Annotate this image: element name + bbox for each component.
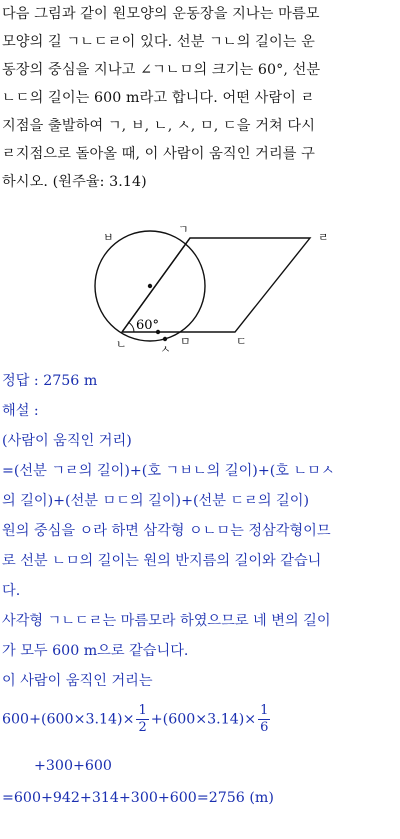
equation-line [2, 703, 272, 736]
fraction-one-sixth [258, 703, 270, 736]
angle-label: 60° [136, 318, 160, 333]
question-line: 하시오. (원주율: 3.14) [2, 174, 147, 190]
fraction-numerator: 1 [138, 703, 147, 718]
question-line: 지점을 출발하여 ㄱ, ㅂ, ㄴ, ㅅ, ㅁ, ㄷ을 거쳐 다시 [2, 118, 316, 134]
fraction-one-half [136, 703, 148, 736]
label-g: ㄱ [178, 223, 189, 236]
explanation-line: (사람이 움직인 거리) [2, 433, 132, 449]
label-n: ㄴ [116, 338, 127, 351]
fraction-denominator: 2 [138, 720, 147, 735]
explanation-line: 의 길이)+(선분 ㅁㄷ의 길이)+(선분 ㄷㄹ의 길이) [2, 493, 309, 509]
explanation-line: 다. [2, 583, 21, 599]
explanation-line: 이 사람이 움직인 거리는 [2, 673, 153, 689]
question-line: 다음 그림과 같이 원모양의 운동장을 지나는 마름모 [2, 6, 320, 22]
equation-part: 600+(600×3.14)× [2, 711, 135, 728]
rhombus-circle-figure [0, 216, 400, 356]
explanation-line: =(선분 ㄱㄹ의 길이)+(호 ㄱㅂㄴ의 길이)+(호 ㄴㅁㅅ [2, 463, 335, 479]
label-b: ㅂ [103, 231, 114, 244]
question-line: 모양의 길 ㄱㄴㄷㄹ이 있다. 선분 ㄱㄴ의 길이는 운 [2, 34, 315, 50]
equation-line: =600+942+314+300+600=2756 (m) [2, 790, 274, 806]
point-s-dot [163, 337, 167, 341]
label-s: ㅅ [160, 343, 171, 356]
explanation-line: 가 모두 600 m으로 같습니다. [2, 643, 189, 659]
explanation-heading: 해설 : [2, 403, 39, 419]
label-r: ㄹ [318, 231, 329, 244]
fraction-denominator: 6 [260, 720, 269, 735]
answer-result: 정답 : 2756 m [2, 373, 98, 389]
explanation-line: 사각형 ㄱㄴㄷㄹ는 마름모라 하였으므로 네 변의 길이 [2, 613, 331, 629]
fraction-numerator: 1 [260, 703, 269, 718]
question-line: ㄹ지점으로 돌아올 때, 이 사람이 움직인 거리를 구 [2, 146, 315, 162]
explanation-line: 로 선분 ㄴㅁ의 길이는 원의 반지름의 길이와 같습니 [2, 553, 322, 569]
equation-part: +(600×3.14)× [150, 711, 257, 728]
question-line: 동장의 중심을 지나고 ∠ㄱㄴㅁ의 크기는 60°, 선분 [2, 62, 321, 78]
label-d: ㄷ [236, 335, 247, 348]
label-m: ㅁ [180, 335, 191, 348]
question-line: ㄴㄷ의 길이는 600 m라고 합니다. 어떤 사람이 ㄹ [2, 90, 315, 106]
explanation-line: 원의 중심을 ㅇ라 하면 삼각형 ㅇㄴㅁ는 정삼각형이므 [2, 523, 331, 539]
equation-line: +300+600 [34, 758, 112, 774]
circle-center-dot [148, 284, 152, 288]
